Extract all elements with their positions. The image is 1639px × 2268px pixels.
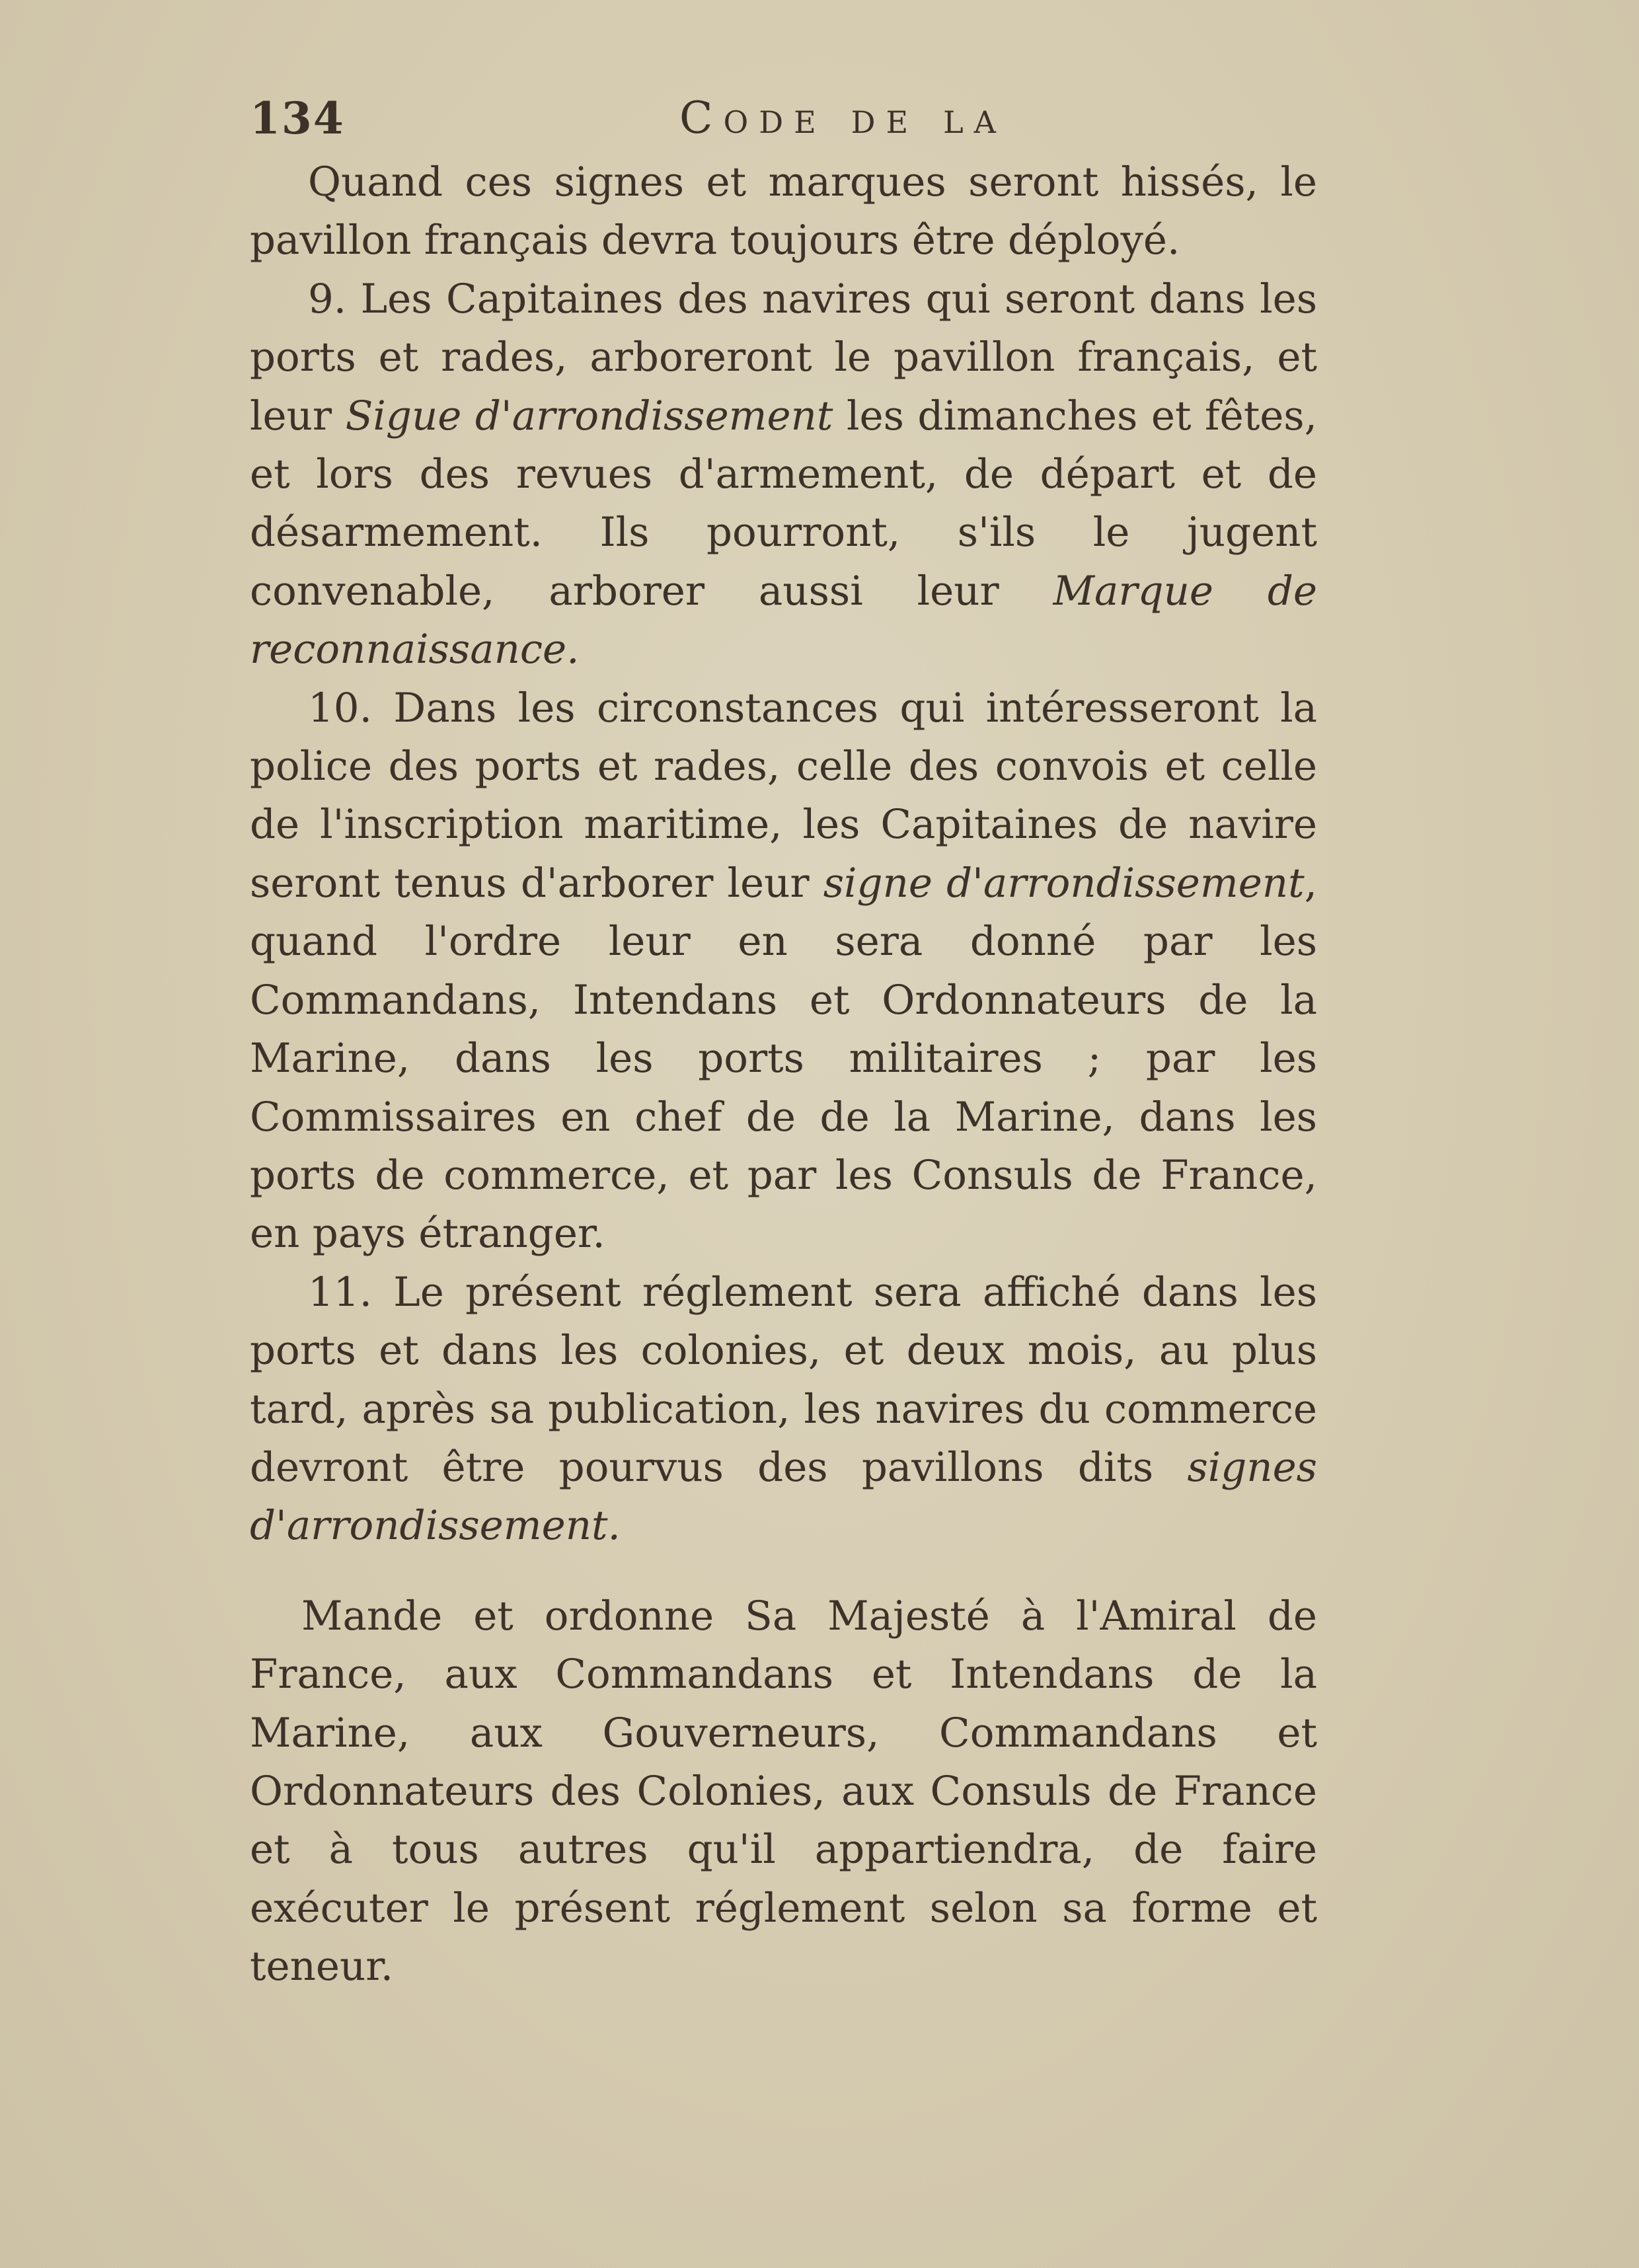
article-number: 10. (308, 684, 373, 732)
paragraph-text: Mande et ordonne Sa Majesté à l'Amiral de France, aux Commandans et Intendans de la Marine, aux Gouverneurs, Commandans et Ordonnateurs des Colonies, aux Consuls de France et à tous autres qu'il appartiendra, de faire exécuter le présent réglement selon sa forme et teneur. (250, 1592, 1317, 1990)
paragraph-continuation (250, 153, 1317, 270)
article-text: les dimanches et fêtes, et lors des revues d'armement, de départ et de désarmement. Ils pourront, s'ils le jugent convenable, arborer aussi leur (250, 392, 1318, 615)
article-10 (250, 679, 1317, 1264)
article-number: 9. (308, 275, 347, 322)
article-number: 11. (308, 1268, 373, 1316)
article-text: Dans les circonstances qui intéresseront la police des ports et rades, celle des convois et celle de l'inscription maritime, les Capitaines de navire seront tenus d'arborer leur (250, 684, 1318, 907)
running-title: Code de la (679, 93, 1007, 143)
page-header (250, 93, 1320, 152)
closing-paragraph (250, 1587, 1317, 1996)
body-text (250, 153, 1317, 1996)
page-number: 134 (250, 93, 345, 144)
article-italic: Marque de reconnaissance. (250, 567, 1318, 673)
article-text: Le présent réglement sera affiché dans les ports et dans les colonies, et deux mois, au plus tard, après sa publication, les navires du commerce devront être pourvus des pavillons dits (250, 1268, 1318, 1491)
article-9 (250, 270, 1317, 679)
article-italic: Sigue d'arrondissement (345, 392, 833, 439)
article-italic: signe d'arrondissement (823, 859, 1305, 907)
article-italic: signes d'arrondissement. (250, 1443, 1317, 1550)
article-text: , quand l'ordre leur en sera donné par les Commandans, Intendans et Ordonnateurs de la Marine, dans les ports militaires ; par les Commissaires en chef de de la Marine, dans les ports de commerce, et par les Consuls de France, en pays étranger. (250, 859, 1317, 1258)
paragraph-text: Quand ces signes et marques seront hissés, le pavillon français devra toujours être déployé. (250, 159, 1317, 264)
article-11 (250, 1264, 1317, 1556)
article-text: Les Capitaines des navires qui seront dans les ports et rades, arboreront le pavillon français, et leur (250, 275, 1317, 439)
